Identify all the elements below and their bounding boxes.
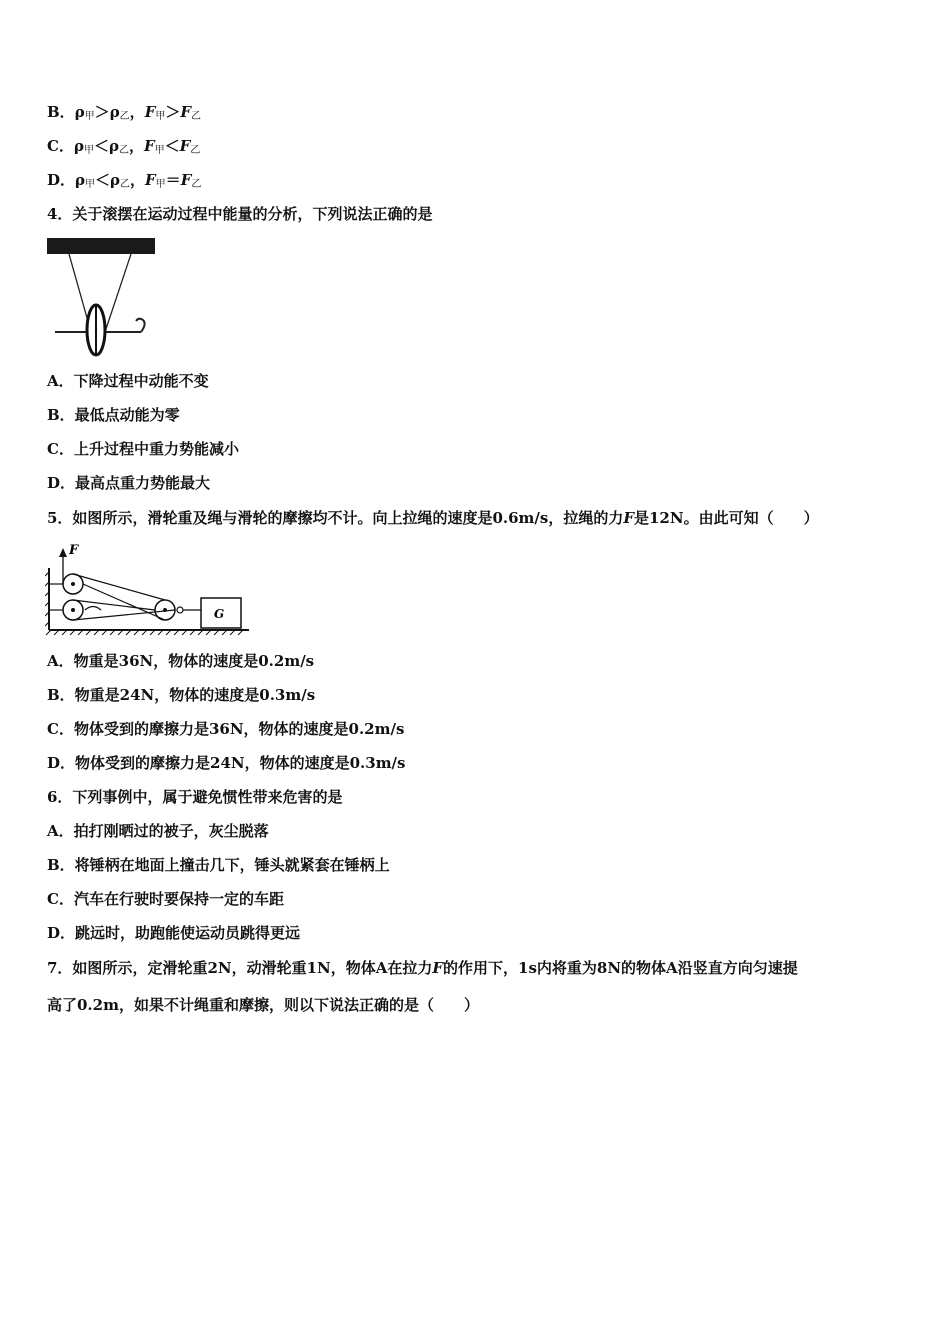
q4-option-a: A．下降过程中动能不变: [47, 372, 209, 390]
q4-stem: 4．关于滚摆在运动过程中能量的分析，下列说法正确的是: [47, 205, 433, 223]
q6-stem: 6．下列事例中，属于避免惯性带来危害的是: [47, 788, 343, 806]
q5-option-c: C．物体受到的摩擦力是36N，物体的速度是0.2m/s: [47, 720, 405, 738]
q5-option-a: A．物重是36N，物体的速度是0.2m/s: [47, 652, 315, 670]
q4-option-c: C．上升过程中重力势能减小: [47, 440, 239, 458]
q3-option-d: D．$\rho_甲<\rho_乙$，$F_甲=F_乙$: [47, 171, 202, 190]
maxwell-wheel-figure: [45, 236, 160, 361]
q6-option-b: B．将锤柄在地面上撞击几下，锤头就紧套在锤柄上: [47, 856, 390, 874]
q3-option-c: C．$\rho_甲<\rho_乙$，$F_甲<F_乙$: [47, 137, 201, 156]
q6-option-a: A．拍打刚晒过的被子，灰尘脱落: [47, 822, 269, 840]
force-arrow: [59, 548, 67, 557]
q4-option-d: D．最高点重力势能最大: [47, 474, 211, 492]
right-string: [105, 254, 131, 332]
q5-option-d: D．物体受到的摩擦力是24N，物体的速度是0.3m/s: [47, 754, 406, 772]
q5-stem: 5．如图所示，滑轮重及绳与滑轮的摩擦均不计。向上拉绳的速度是0.6m/s，拉绳的力F是12N。由此可知（ ）: [47, 509, 819, 527]
q3-option-b: B．$\rho_甲>\rho_乙$，$F_甲>F_乙$: [47, 103, 202, 122]
q7-stem-line2: 高了0.2m，如果不计绳重和摩擦，则以下说法正确的是（ ）: [47, 996, 479, 1014]
q5-option-b: B．物重是24N，物体的速度是0.3m/s: [47, 686, 316, 704]
ceiling-bar: [47, 238, 155, 254]
q7-stem-line1: 7．如图所示，定滑轮重2N，动滑轮重1N，物体A在拉力F的作用下，1s内将重为8N的物体A沿竖直方向匀速提: [47, 959, 798, 977]
fig-label-g: G: [214, 607, 225, 621]
pulley-system-figure: [45, 540, 255, 636]
axle-hook: [136, 319, 145, 332]
q6-option-d: D．跳远时，助跑能使运动员跳得更远: [47, 924, 301, 942]
fig-label-f: F: [69, 543, 79, 558]
q6-option-c: C．汽车在行驶时要保持一定的车距: [47, 890, 284, 908]
q4-option-b: B．最低点动能为零: [47, 406, 180, 424]
